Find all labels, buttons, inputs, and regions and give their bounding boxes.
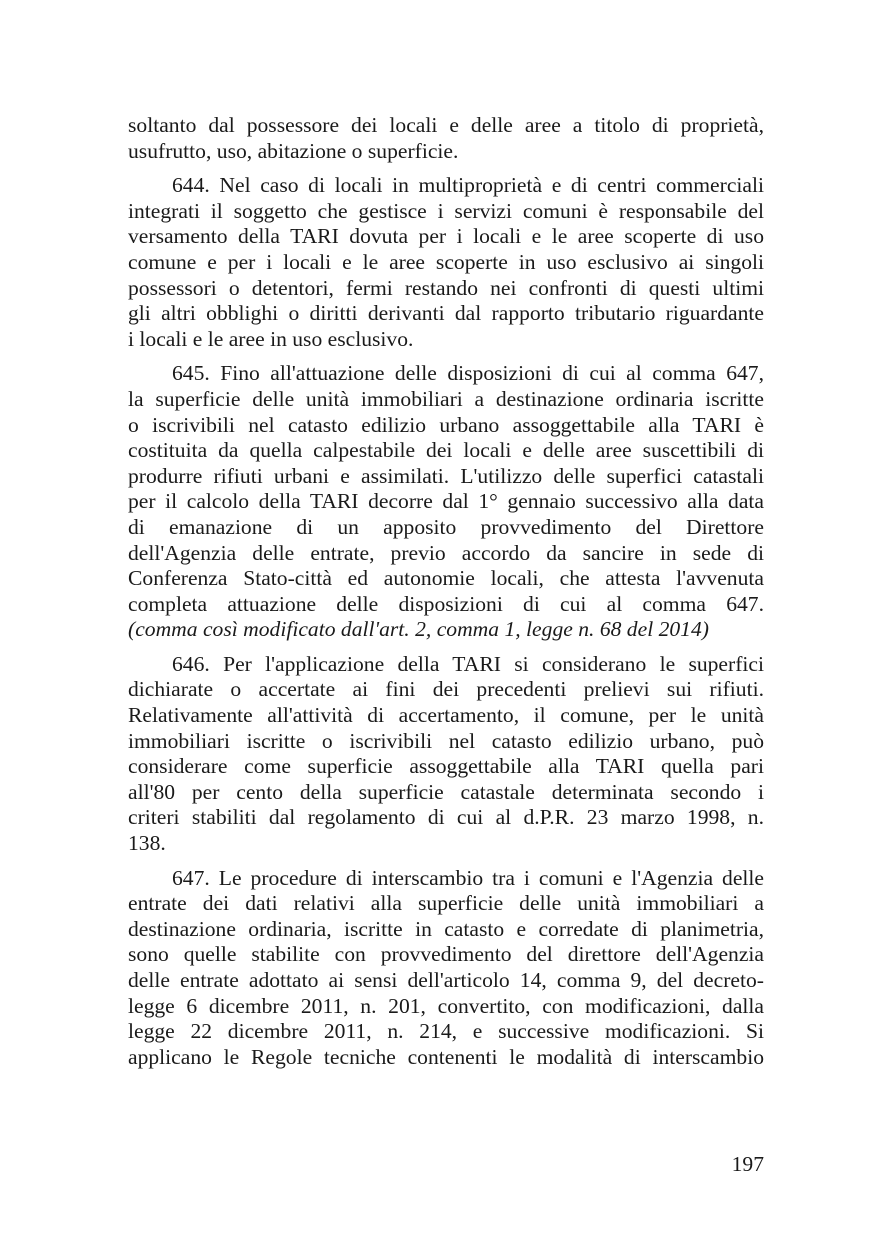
paragraph-comma-647 bbox=[128, 866, 764, 1071]
text-line: Relativamente all'attività di accertamento, il comune, per le unità bbox=[128, 703, 764, 728]
page-number: 197 bbox=[731, 1152, 764, 1176]
document-page bbox=[128, 113, 764, 1079]
text-line: 645. Fino all'attuazione delle disposizioni di cui al comma 647, bbox=[172, 361, 764, 386]
text-line: 647. Le procedure di interscambio tra i comuni e l'Agenzia delle bbox=[172, 865, 764, 890]
text-line: entrate dei dati relativi alla superficie delle unità immobiliari a bbox=[128, 891, 764, 916]
text-line: completa attuazione delle disposizioni di cui al comma 647. bbox=[128, 591, 764, 616]
text-line: legge 22 dicembre 2011, n. 214, e successive modificazioni. Si bbox=[128, 1019, 764, 1044]
text-line: 644. Nel caso di locali in multiproprietà e di centri commerciali bbox=[172, 173, 764, 198]
text-line: comune e per i locali e le aree scoperte in uso esclusivo ai singoli bbox=[128, 249, 764, 274]
text-line: possessori o detentori, fermi restando nei confronti di questi ultimi bbox=[128, 275, 764, 300]
paragraph-comma-645 bbox=[128, 361, 764, 643]
text-line: 646. Per l'applicazione della TARI si considerano le superfici bbox=[172, 651, 764, 676]
amendment-note: (comma così modificato dall'art. 2, comma 1, legge n. 68 del 2014) bbox=[128, 617, 709, 642]
text-line: la superficie delle unità immobiliari a destinazione ordinaria iscritte bbox=[128, 386, 764, 411]
paragraph-comma-646 bbox=[128, 652, 764, 857]
text-line: soltanto dal possessore dei locali e delle aree a titolo di proprietà, bbox=[128, 113, 764, 137]
text-line: immobiliari iscritte o iscrivibili nel catasto edilizio urbano, può bbox=[128, 728, 764, 753]
text-line: o iscrivibili nel catasto edilizio urbano assoggettabile alla TARI è bbox=[128, 412, 764, 437]
text-line: dichiarate o accertate ai fini dei precedenti prelievi sui rifiuti. bbox=[128, 677, 764, 702]
paragraph-643-continuation bbox=[128, 113, 764, 164]
text-line: produrre rifiuti urbani e assimilati. L'utilizzo delle superfici catastali bbox=[128, 463, 764, 488]
text-line: destinazione ordinaria, iscritte in catasto e corredate di planimetria, bbox=[128, 916, 764, 941]
text-line: considerare come superficie assoggettabile alla TARI quella pari bbox=[128, 754, 764, 779]
text-line: sono quelle stabilite con provvedimento del direttore dell'Agenzia bbox=[128, 942, 764, 967]
text-line: all'80 per cento della superficie catastale determinata secondo i bbox=[128, 779, 764, 804]
paragraph-comma-644 bbox=[128, 173, 764, 352]
text-line: usufrutto, uso, abitazione o superficie. bbox=[128, 138, 459, 163]
text-line: costituita da quella calpestabile dei locali e delle aree suscettibili di bbox=[128, 438, 764, 463]
text-line: criteri stabiliti dal regolamento di cui al d.P.R. 23 marzo 1998, n. bbox=[128, 805, 764, 830]
text-line: integrati il soggetto che gestisce i servizi comuni è responsabile del bbox=[128, 198, 764, 223]
text-line: 138. bbox=[128, 831, 166, 856]
text-line: per il calcolo della TARI decorre dal 1° gennaio successivo alla data bbox=[128, 489, 764, 514]
text-line: gli altri obblighi o diritti derivanti dal rapporto tributario riguardante bbox=[128, 301, 764, 326]
text-line: legge 6 dicembre 2011, n. 201, convertito, con modificazioni, dalla bbox=[128, 993, 764, 1018]
text-line: i locali e le aree in uso esclusivo. bbox=[128, 326, 414, 351]
text-line: Conferenza Stato-città ed autonomie locali, che attesta l'avvenuta bbox=[128, 566, 764, 591]
text-line: delle entrate adottato ai sensi dell'articolo 14, comma 9, del decreto- bbox=[128, 968, 764, 992]
text-line: di emanazione di un apposito provvedimento del Direttore bbox=[128, 514, 764, 539]
text-line: applicano le Regole tecniche contenenti le modalità di interscambio bbox=[128, 1044, 764, 1069]
text-line: versamento della TARI dovuta per i locali e le aree scoperte di uso bbox=[128, 224, 764, 249]
text-line: dell'Agenzia delle entrate, previo accordo da sancire in sede di bbox=[128, 540, 764, 565]
